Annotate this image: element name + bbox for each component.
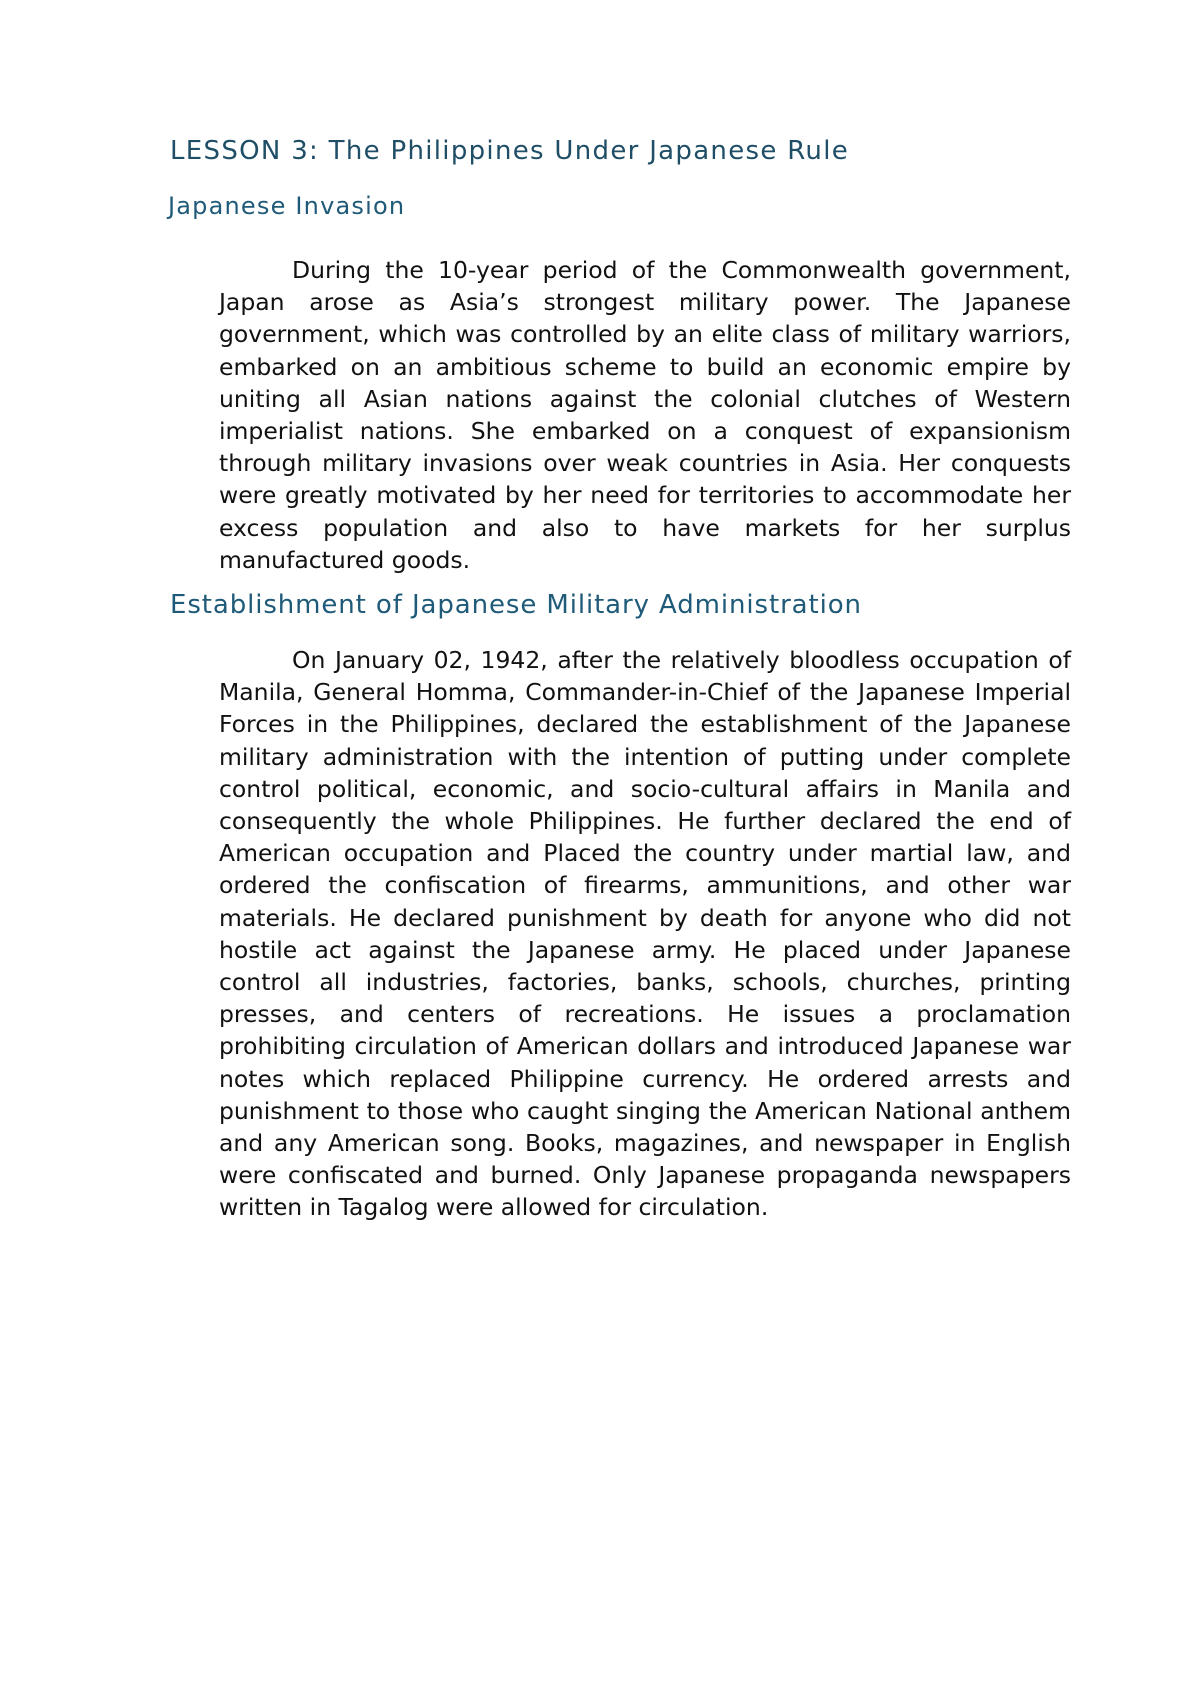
paragraph-japanese-invasion: During the 10-year period of the Commonwealth government, Japan arose as Asia’s strongest military power. The Japanese government, which was controlled by an elite class of military warriors, embarked on an ambitious scheme to build an economic empire by uniting all Asian nations against the colonial clutches of Western imperialist nations. She embarked on a conquest of expansionism through military invasions over weak countries in Asia. Her conquests were greatly motivated by her need for territories to accommodate her excess population and also to have markets for her surplus manufactured goods. [219, 256, 1071, 574]
paragraph-military-administration: On January 02, 1942, after the relatively bloodless occupation of Manila, General Homma, Commander-in-Chief of the Japanese Imperial Forces in the Philippines, declared the establishment of the Japanese military administration with the intention of putting under complete control political, economic, and socio-cultural affairs in Manila and consequently the whole Philippines. He further declared the end of American occupation and Placed the country under martial law, and ordered the confiscation of firearms, ammunitions, and other war materials. He declared punishment by death for anyone who did not hostile act against the Japanese army. He placed under Japanese control all industries, factories, banks, schools, churches, printing presses, and centers of recreations. He issues a proclamation prohibiting circulation of American dollars and introduced Japanese war notes which replaced Philippine currency. He ordered arrests and punishment to those who caught singing the American National anthem and any American song. Books, magazines, and newspaper in English were confiscated and burned. Only Japanese propaganda newspapers written in Tagalog were allowed for circulation. [219, 646, 1071, 1222]
section-heading-military-administration: Establishment of Japanese Military Administration [170, 590, 862, 620]
section-heading-japanese-invasion: Japanese Invasion [168, 192, 406, 220]
lesson-title: LESSON 3: The Philippines Under Japanese Rule [170, 136, 850, 166]
